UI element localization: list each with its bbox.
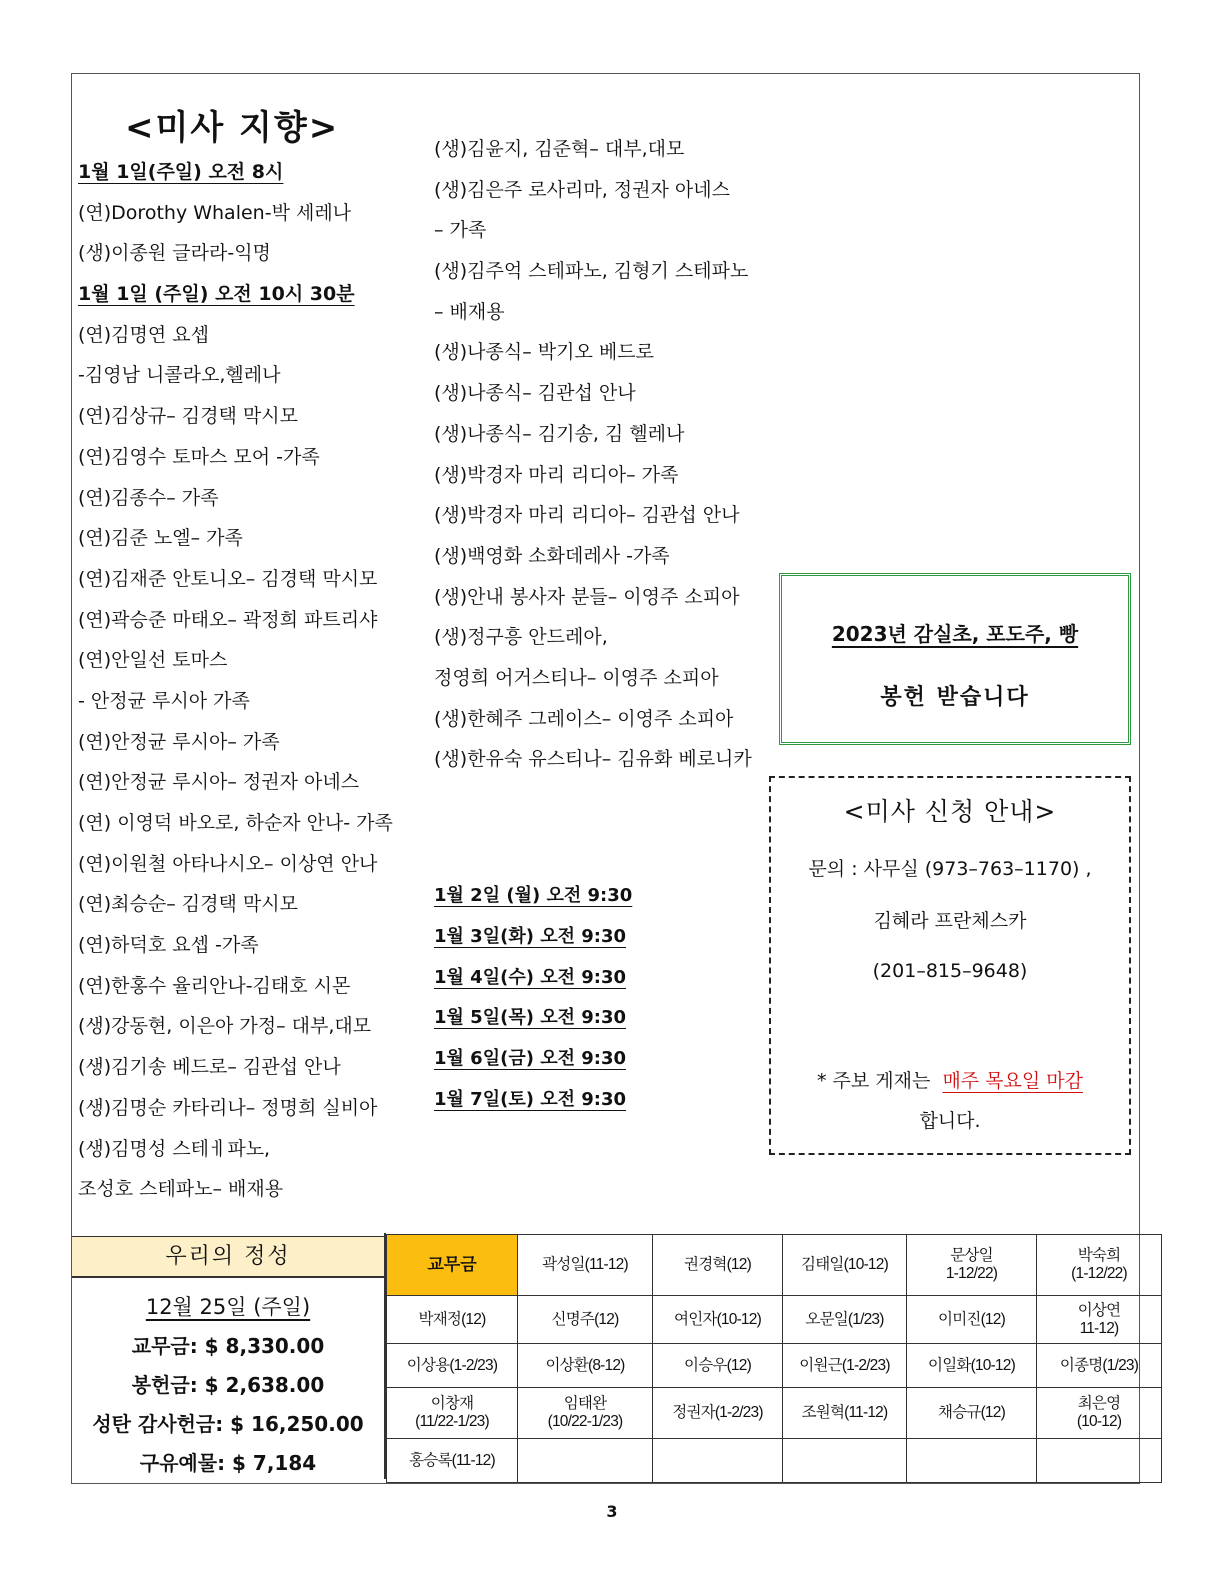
intention-line: (연)안정균 루시아– 정권자 아네스 <box>78 771 360 794</box>
donor-row <box>387 1388 1162 1439</box>
intention-line: -김영남 니콜라오,헬레나 <box>78 364 281 387</box>
donor-cell: 문상일 1-12/22) <box>907 1235 1037 1296</box>
donor-cell <box>783 1439 907 1483</box>
intention-line: (생)이종원 글라라-익명 <box>78 242 271 265</box>
donor-cell: 이상환(8-12) <box>518 1344 653 1388</box>
mass-request-title: <미사 신청 안내> <box>843 797 1057 826</box>
offerings-header: 우리의 정성 <box>72 1236 384 1278</box>
intention-line: (생)정구흥 안드레아, <box>434 626 608 649</box>
donor-row <box>387 1235 1162 1296</box>
intention-line: (생)박경자 마리 리디아– 가족 <box>434 463 679 486</box>
deadline-note-suffix: 합니다. <box>919 1110 981 1132</box>
intention-line: (연) 이영덕 바오로, 하순자 안나- 가족 <box>78 812 393 834</box>
donor-cell: 박숙희 (1-12/22) <box>1037 1235 1162 1296</box>
intention-line: (연)이원철 아타나시오– 이상연 안나 <box>78 852 378 875</box>
donor-cell: 오문일(1/23) <box>783 1296 907 1344</box>
offering-line-christmas: 성탄 감사헌금: $ 16,250.00 <box>92 1412 364 1436</box>
weekday-mass-schedule <box>434 876 632 1121</box>
intention-line: (생)강동현, 이은아 가정– 대부,대모 <box>78 1015 372 1038</box>
donor-cell: 최은영 (10-12) <box>1037 1388 1162 1439</box>
intention-line: (연)한홍수 율리안나-김태호 시몬 <box>78 974 351 997</box>
weekday-mass-time: 1월 2일 (월) 오전 9:30 <box>434 885 633 906</box>
donor-cell: 신명주(12) <box>518 1296 653 1344</box>
intention-line: - 안정균 루시아 가족 <box>78 689 250 712</box>
donor-cell: 이종명(1/23) <box>1037 1344 1162 1388</box>
intention-line: 조성호 스테파노– 배재용 <box>78 1178 284 1201</box>
donor-cell <box>518 1439 653 1483</box>
intention-line: (연)Dorothy Whalen-박 세레나 <box>78 201 352 224</box>
intention-line: (연)하덕호 요셉 -가족 <box>78 934 259 957</box>
intention-line: (연)김종수– 가족 <box>78 486 219 509</box>
intention-line: (생)박경자 마리 리디아– 김관섭 안나 <box>434 504 740 527</box>
offering-line-tithe: 교무금: $ 8,330.00 <box>131 1334 325 1358</box>
donor-row <box>387 1344 1162 1388</box>
donor-cell: 이미진(12) <box>907 1296 1037 1344</box>
weekday-mass-time: 1월 3일(화) 오전 9:30 <box>434 925 627 947</box>
offering-line-collection: 봉헌금: $ 2,638.00 <box>131 1373 325 1397</box>
intention-line: (연)안정균 루시아– 가족 <box>78 730 280 753</box>
contact-name: 김혜라 프란체스카 <box>873 910 1027 932</box>
intention-line: – 배재용 <box>434 300 505 323</box>
donor-cell <box>1037 1439 1162 1483</box>
donor-cell: 김태일(10-12) <box>783 1235 907 1296</box>
intention-line: (생)김명순 카타리나– 정명희 실비아 <box>78 1096 378 1119</box>
weekday-mass-time: 1월 4일(수) 오전 9:30 <box>434 966 627 988</box>
intention-line: (연)김준 노엘– 가족 <box>78 527 243 550</box>
donor-cell: 이원근(1-2/23) <box>783 1344 907 1388</box>
donor-cell: 이상용(1-2/23) <box>387 1344 518 1388</box>
donor-cell: 홍승록(11-12) <box>387 1439 518 1483</box>
page-title: <미사 지향> <box>125 108 340 148</box>
donor-cell: 정권자(1-2/23) <box>653 1388 783 1439</box>
intention-line: (연)곽승준 마태오– 곽정희 파트리샤 <box>78 608 378 631</box>
intention-line: (생)나종식– 박기오 베드로 <box>434 341 654 364</box>
intention-line: (연)김명연 요셉 <box>78 323 209 346</box>
intention-line: (연)김상규– 김경택 막시모 <box>78 405 298 428</box>
donor-cell <box>653 1439 783 1483</box>
deadline-note-prefix: * 주보 게재는 <box>816 1070 931 1092</box>
weekday-mass-time: 1월 7일(토) 오전 9:30 <box>434 1088 627 1110</box>
mass-request-box <box>769 776 1131 1155</box>
intention-line: (생)나종식– 김관섭 안나 <box>434 382 636 405</box>
deadline-note-red: 매주 목요일 마감 <box>942 1070 1083 1092</box>
donor-cell: 곽성일(11-12) <box>518 1235 653 1296</box>
donor-row <box>387 1439 1162 1483</box>
donor-cell: 여인자(10-12) <box>653 1296 783 1344</box>
intention-line: (생)나종식– 김기송, 김 헬레나 <box>434 422 685 445</box>
donor-cell: 이상연 11-12) <box>1037 1296 1162 1344</box>
intention-line: (생)김은주 로사리마, 정권자 아네스 <box>434 178 730 201</box>
donor-category-cell: 교무금 <box>387 1235 518 1296</box>
intention-line: (생)한혜주 그레이스– 이영주 소피아 <box>434 707 734 730</box>
deadline-note <box>771 1066 1129 1093</box>
donor-row <box>387 1296 1162 1344</box>
intention-line: (생)김주억 스테파노, 김형기 스테파노 <box>434 260 749 283</box>
intention-line: (연)김재준 안토니오– 김경택 막시모 <box>78 567 378 590</box>
offering-notice-line2: 봉헌 받습니다 <box>880 685 1030 710</box>
offerings-summary <box>72 1288 384 1483</box>
offering-line-crib: 구유예물: $ 7,184 <box>139 1451 317 1475</box>
donor-cell: 조원혁(11-12) <box>783 1388 907 1439</box>
intention-line: (생)안내 봉사자 분들– 이영주 소피아 <box>434 585 740 608</box>
intention-line: (연)최승순– 김경택 막시모 <box>78 893 298 916</box>
donor-cell <box>907 1439 1037 1483</box>
intention-line: – 가족 <box>434 219 487 242</box>
intention-line: 정영희 어거스티나– 이영주 소피아 <box>434 666 719 689</box>
offering-notice-box <box>779 573 1131 745</box>
intention-line: (생)김윤지, 김준혁– 대부,대모 <box>434 138 685 160</box>
intention-line: (연)김영수 토마스 모어 -가족 <box>78 445 320 468</box>
mass-intentions-left <box>78 152 393 1210</box>
intention-line: (생)김명성 스테ㅔ파노, <box>78 1137 271 1160</box>
donor-table <box>386 1234 1162 1483</box>
donor-cell: 채승규(12) <box>907 1388 1037 1439</box>
donor-cell: 박재정(12) <box>387 1296 518 1344</box>
weekday-mass-time: 1월 6일(금) 오전 9:30 <box>434 1048 627 1070</box>
mass-intentions-middle <box>434 129 752 780</box>
mass-time-heading: 1월 1일 (주일) 오전 10시 30분 <box>78 283 355 306</box>
donor-cell: 이창재 (11/22-1/23) <box>387 1388 518 1439</box>
intention-line: (생)한유숙 유스티나– 김유화 베로니카 <box>434 748 752 771</box>
offering-notice-line1: 2023년 감실초, 포도주, 빵 <box>831 622 1079 646</box>
contact-office: 문의 : 사무실 (973–763–1170) , <box>808 858 1092 880</box>
page-number: 3 <box>606 1502 618 1521</box>
intention-line: (생)김기송 베드로– 김관섭 안나 <box>78 1056 341 1079</box>
offerings-date: 12월 25일 (주일) <box>145 1295 311 1319</box>
donor-cell: 임태완 (10/22-1/23) <box>518 1388 653 1439</box>
intention-line: (생)백영화 소화데레사 -가족 <box>434 544 670 567</box>
mass-time-heading: 1월 1일(주일) 오전 8시 <box>78 161 284 183</box>
intention-line: (연)안일선 토마스 <box>78 649 228 672</box>
donor-cell: 이승우(12) <box>653 1344 783 1388</box>
donor-cell: 이일화(10-12) <box>907 1344 1037 1388</box>
contact-phone: (201–815–9648) <box>872 960 1028 982</box>
weekday-mass-time: 1월 5일(목) 오전 9:30 <box>434 1007 627 1029</box>
donor-cell: 권경혁(12) <box>653 1235 783 1296</box>
